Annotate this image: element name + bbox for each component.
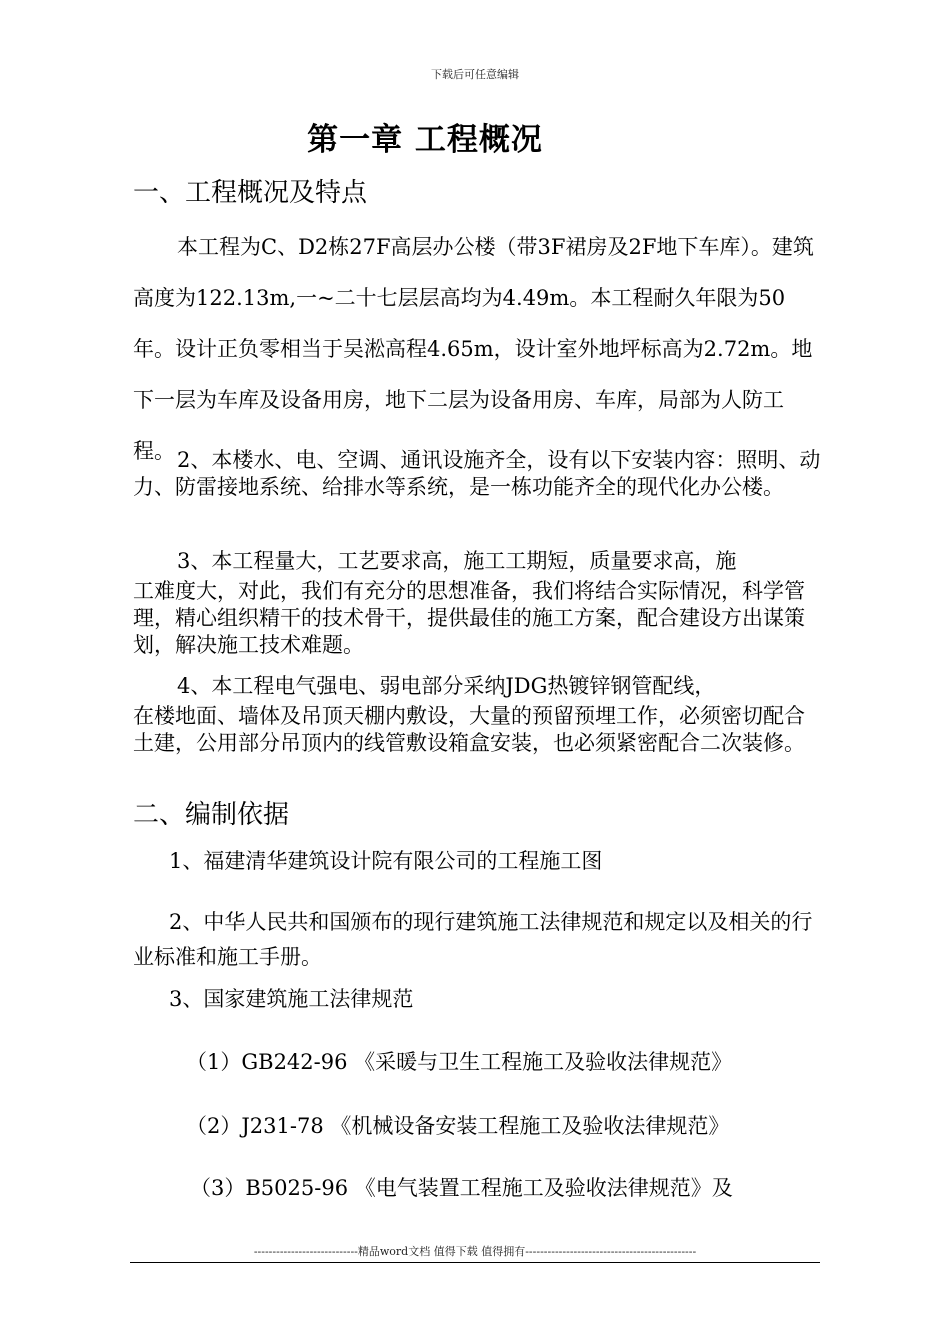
overview-paragraph-3-rest: 工难度大，对此，我们有充分的思想准备，我们将结合实际情况，科学管理，精心组织精干的技术骨干，提供最佳的施工方案，配合建设方出谋策划，解决施工技术难题。 xyxy=(133,579,805,657)
basis-item-2: 2、中华人民共和国颁布的现行建筑施工法律规范和规定以及相关的行业标准和施工手册。 xyxy=(133,910,813,969)
chapter-title: 第一章 工程概况 xyxy=(307,122,543,158)
standard-item-2: （2）J231-78 《机械设备安装工程施工及验收法律规范》 xyxy=(186,1114,730,1138)
standard-item-3: （3）B5025-96 《电气装置工程施工及验收法律规范》及 xyxy=(190,1176,733,1200)
overview-paragraph-2: 2、本楼水、电、空调、通讯设施齐全，设有以下安装内容：照明、动力、防雷接地系统、给排水等系统，是一栋功能齐全的现代化办公楼。 xyxy=(133,448,821,499)
overview-paragraph-3-first-line: 3、本工程量大，工艺要求高，施工工期短，质量要求高，施 xyxy=(177,549,737,573)
standard-item-1: （1）GB242-96 《采暖与卫生工程施工及验收法律规范》 xyxy=(186,1050,733,1074)
overview-paragraph-4-rest: 在楼地面、墙体及吊顶天棚内敷设，大量的预留预埋工作，必须密切配合土建，公用部分吊顶内的线管敷设箱盒安装，也必须紧密配合二次装修。 xyxy=(133,704,805,755)
page-footer-note: ----------------------------精品word文档 值得下载 值得拥有---------------------------------------------- xyxy=(253,1245,697,1258)
basis-item-1: 1、福建清华建筑设计院有限公司的工程施工图 xyxy=(169,849,603,873)
section-heading-basis: 二、编制依据 xyxy=(133,800,290,830)
overview-paragraph-4-first-line: 4、本工程电气强电、弱电部分采纳JDG热镀锌钢管配线， xyxy=(177,674,716,698)
footer-divider xyxy=(130,1262,820,1263)
overview-paragraph-1: 本工程为C、D2栋27F高层办公楼（带3F裙房及2F地下车库）。建筑高度为122.13m,一~二十七层层高均为4.49m。本工程耐久年限为50年。设计正负零相当于吴淞高程4.65m，设计室外地坪标高为2.72m。地下一层为车库及设备用房，地下二层为设备用房、车库，局部为人防工程。 xyxy=(133,235,814,463)
basis-item-3: 3、国家建筑施工法律规范 xyxy=(169,987,414,1011)
section-heading-overview: 一、工程概况及特点 xyxy=(133,178,368,208)
page-header-note: 下载后可任意编辑 xyxy=(431,68,519,81)
